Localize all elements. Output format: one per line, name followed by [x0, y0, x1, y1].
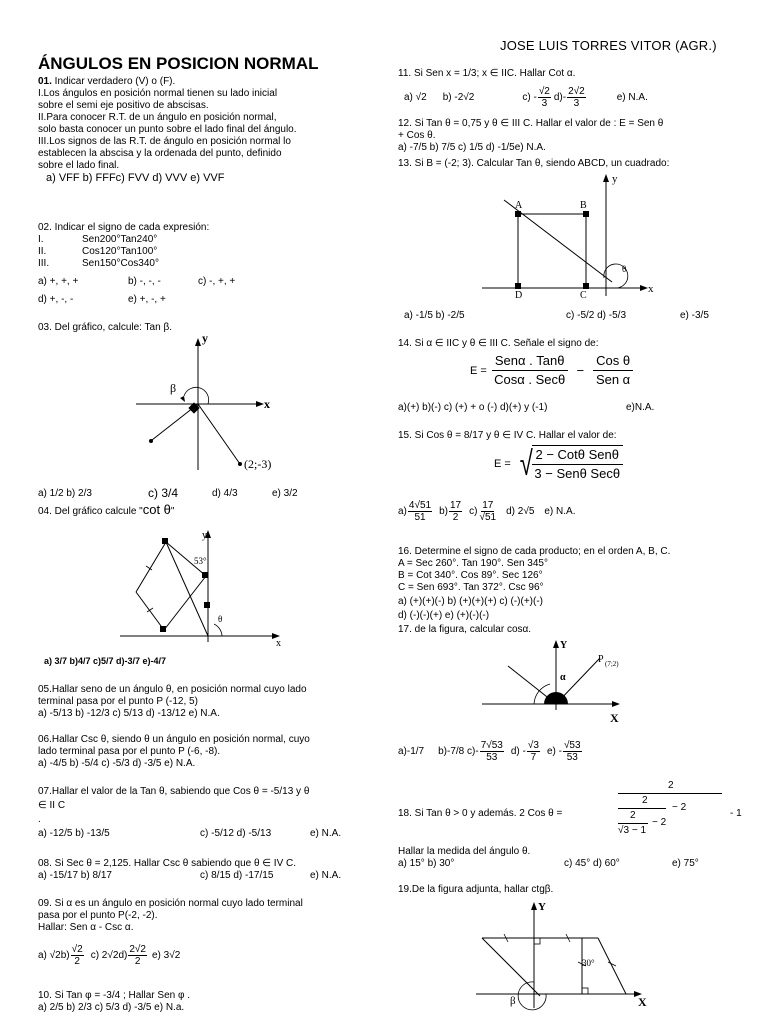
- page-title: ÁNGULOS EN POSICION NORMAL: [38, 54, 319, 73]
- problem-02-expr: Sen200°Tan240°: [82, 234, 158, 245]
- problem-06-line: lado terminal pasa por el punto P (-6, -8).: [38, 746, 221, 757]
- problem-09-line: Hallar: Sen α - Csc α.: [38, 922, 134, 933]
- problem-15-line: 15. Si Cos θ = 8/17 y θ ∈ IV C. Hallar el valor de:: [398, 430, 617, 441]
- problem-09-line: 09. Si α es un ángulo en posición normal cuyo lado terminal: [38, 898, 303, 909]
- problem-06-options: a) -4/5 b) -5/4 c) -5/3 d) -3/5 e) N.A.: [38, 758, 196, 769]
- problem-16-line: C = Sen 693°. Tan 372°. Csc 96°: [398, 582, 544, 593]
- axis-label-x: x: [648, 283, 654, 295]
- problem-07-option: a) -12/5 b) -13/5: [38, 828, 110, 839]
- vertex-label-b: B: [580, 200, 587, 211]
- problem-03-option: e) 3/2: [272, 488, 298, 499]
- problem-16-options: a) (+)(+)(-) b) (+)(+)(+) c) (-)(+)(-): [398, 596, 543, 607]
- problem-13-option: c) -5/2 d) -5/3: [566, 310, 627, 321]
- problem-01-line: establecen la abscisa y la ordenada del punto, definido: [38, 148, 282, 159]
- point-coords-label: (7;2): [605, 660, 619, 668]
- problem-05-line: 05.Hallar seno de un ángulo θ, en posición normal cuyo lado: [38, 684, 307, 695]
- problem-02-option: c) -, +, +: [198, 276, 236, 287]
- problem-09-line: pasa por el punto P(-2, -2).: [38, 910, 158, 921]
- point-label: (2;-3): [244, 457, 272, 471]
- problem-07-line: 07.Hallar el valor de la Tan θ, sabiendo que Cos θ = -5/13 y θ: [38, 786, 310, 797]
- angle-label-30: 30°: [582, 958, 595, 968]
- problem-02-option: e) +, -, +: [128, 294, 166, 305]
- problem-19-figure: [470, 896, 660, 1016]
- problem-18-line: Hallar la medida del ángulo θ.: [398, 846, 531, 857]
- axis-label-y: y: [202, 530, 207, 541]
- problem-01-line: III.Los signos de las R.T. de ángulo en posición normal lo: [38, 136, 291, 147]
- vertex-label-d: D: [515, 290, 523, 301]
- problem-13-option: e) -3/5: [680, 310, 709, 321]
- problem-18-option: e) 75°: [672, 858, 699, 869]
- problem-02-roman: I.: [38, 234, 44, 245]
- problem-04-figure: [110, 524, 290, 652]
- problem-11-line: 11. Si Sen x = 1/3; x ∈ IIC. Hallar Cot α.: [398, 68, 576, 79]
- problem-15-expression: E = √ $\frac{\text{2 − Cotθ Senθ}}{\text{3 − Senθ Secθ}}$: [494, 444, 624, 484]
- problem-01-line: sobre el lado final.: [38, 160, 120, 171]
- problem-02-expr: Cos120°Tan100°: [82, 246, 158, 257]
- problem-07-option: c) -5/12 d) -5/13: [200, 828, 272, 839]
- problem-18-option: a) 15° b) 30°: [398, 858, 455, 869]
- angle-label-53: 53°: [194, 556, 207, 566]
- problem-10-options: a) 2/5 b) 2/3 c) 5/3 d) -3/5 e) N.a.: [38, 1002, 185, 1013]
- problem-03-option: a) 1/2 b) 2/3: [38, 488, 92, 499]
- problem-02-expr: Sen150°Cos340°: [82, 258, 159, 269]
- problem-07-option: e) N.A.: [310, 828, 342, 839]
- angle-label-alpha: α: [560, 672, 566, 683]
- problem-11-options: a) √2 b) -2√2 c) - $\frac{√2}{3}$ d)- $\frac{2√2}{3}$ e) N.A.: [404, 86, 648, 109]
- axis-label-x: X: [638, 995, 647, 1009]
- problem-02-option: b) -, -, -: [128, 276, 161, 287]
- problem-03-figure: [130, 330, 290, 478]
- problem-04-heading: 04. Del gráfico calcule "cot θ": [38, 502, 175, 517]
- problem-17-options: a)-1/7 b)-7/8 c)- $\frac{7√53}{53}$ d) - $\frac{√3}{7}$ e) - $\frac{√53}{53}$: [398, 740, 581, 763]
- point-label: P: [598, 654, 604, 665]
- axis-label-y: y: [202, 331, 208, 345]
- vertex-label-a: A: [515, 200, 523, 211]
- problem-08-line: 08. Si Sec θ = 2,125. Hallar Csc θ sabiendo que θ ∈ IV C.: [38, 858, 297, 869]
- axis-label-y: Y: [538, 901, 546, 913]
- problem-09-options: a) √2 b) $\frac{√2}{2}$ c) 2√2 d) $\frac{2√2}{2}$ e) 3√2: [38, 944, 181, 967]
- angle-label-theta: θ: [622, 264, 627, 274]
- problem-01-heading: 01. Indicar verdadero (V) o (F).: [38, 76, 176, 87]
- problem-02-roman: III.: [38, 258, 50, 269]
- problem-14-line: 14. Si α ∈ IIC y θ ∈ III C. Señale el signo de:: [398, 338, 599, 349]
- problem-01-line: I.Los ángulos en posición normal tienen su lado inicial: [38, 88, 278, 99]
- vertex-label-c: C: [580, 290, 587, 301]
- problem-18-option: c) 45° d) 60°: [564, 858, 620, 869]
- problem-01-options: a) VFF b) FFFc) FVV d) VVV e) VVF: [46, 172, 225, 184]
- angle-label-beta: β: [170, 381, 177, 395]
- problem-07-line: ∈ II C: [38, 800, 66, 811]
- problem-14-expression: E = $\frac{\text{Senα . Tanθ}}{\text{Cosα . Secθ}}$ − $\frac{\text{Cos θ}}{\text{Sen α}}$: [470, 352, 634, 389]
- problem-16-line: B = Cot 340°. Cos 89°. Sec 126°: [398, 570, 543, 581]
- problem-15-options: a) $\frac{4√51}{51}$ b) $\frac{17}{2}$ c) $\frac{17}{√51}$ d) 2√5 e) N.A.: [398, 500, 576, 523]
- problem-03-option: d) 4/3: [212, 488, 238, 499]
- problem-12-line: 12. Si Tan θ = 0,75 y θ ∈ III C. Hallar el valor de : E = Sen θ: [398, 118, 664, 129]
- problem-13-figure: [480, 170, 660, 302]
- worksheet-page: JOSE LUIS TORRES VITOR (AGR.) ÁNGULOS EN POSICION NORMAL 01. Indicar verdadero (V) o (F). I.Los ángulos en posición normal tienen su lado inicial sobre el semi eje positivo de abscisas. II.Para conocer R.T. de un ángulo en posición normal, solo basta conocer un punto sobre el lado final del ángulo. III.Los signos de las R.T. de ángulo en posición normal lo establecen la abscisa y la ordenada del punto, definido sobre el lado final. a) VFF b) FFFc) FVV d) VVV e) VVF 02. Indicar el signo de cada expresión: I. Sen200°Tan240° II. Cos120°Tan100° III. Sen150°Cos340° a) +, +, + b) -, -, - c) -, +, + d) +, -, - e) +, -, + 03. Del gráfico, calcule: Tan β. y x β (2;-3) a) 1/2 b) 2/3 c) 3/4 d) 4/3 e) 3/2 04. Del gráfico calcule "cot θ" y x 53° θ a) 3/7 b)4/7 c)5/7 d)-3/7 e)-4/7 05.Hallar seno de un ángulo θ, en posición normal cuyo lado terminal pasa por el punto P (-12, 5) a) -5/13 b) -12/3 c) 5/13 d) -13/12 e) N.A. 06.Hallar Csc θ, siendo θ un ángulo en posición normal, cuyo lado terminal pasa por el punto P (-6, -8). a) -4/5 b) -5/4 c) -5/3 d) -3/5 e) N.A. 07.Hallar el valor de la Tan θ, sabiendo que Cos θ = -5/13 y θ ∈ II C . a) -12/5 b) -13/5 c) -5/12 d) -5/13 e) N.A. 08. Si Sec θ = 2,125. Hallar Csc θ sabiendo que θ ∈ IV C. a) -15/17 b) 8/17 c) 8/15 d) -17/15 e) N.A. 09. Si α es un ángulo en posición normal cuyo lado terminal pasa por el punto P(-2, -2). Hallar: Sen α - Csc α. a) √2 b) $\frac{√2}{2}$ c) 2√2 d) $\frac{2√2}{2}$ e) 3√2 10. Si Tan φ = -3/4 ; Hallar Sen φ . a) 2/5 b) 2/3 c) 5/3 d) -3/5 e) N.a. 11. Si Sen x = 1/3; x ∈ IIC. Hallar Cot α. a) √2 b) -2√2 c) - $\frac{√2}{3}$ d)- $\frac{2√2}{3}$ e) N.A. 12. Si Tan θ = 0,75 y θ ∈ III C. Hallar el valor de : E = Sen θ + Cos θ. a) -7/5 b) 7/5 c) 1/5 d) -1/5e) N.A. 13. Si B = (-2; 3). Calcular Tan θ, siendo ABCD, un cuadrado: y x A B C D θ a) -1/5 b) -2/5 c) -5/2 d) -5/3 e) -3/5 14. Si α ∈ IIC y θ ∈ III C. Señale el signo de: E = $\frac{\text{Senα . Tanθ}}{\text{Cosα . Secθ}}$ − $\frac{\text{Cos θ}}{\text{Sen α}}$ a)(+) b)(-) c) (+) + o (-) d)(+) y (-1) e)N.A. 15. Si Cos θ = 8/17 y θ ∈ IV C. Hallar el valor de: E = √ $\frac{\text{2 − Cotθ Senθ}}{\text{3 − Senθ Secθ}}$ a) $\frac{4√51}{51}$ b) $\frac{17}{2}$ c) $\frac{17}{√51}$ d) 2√5 e) N.A. 16. Determine el signo de cada producto; en el orden A, B, C. A = Sec 260°. Tan 190°. Sen 345° B = Cot 340°. Cos 89°. Sec 126° C = Sen 693°. Tan 372°. Csc 96° a) (+)(+)(-) b) (+)(+)(+) c) (-)(+)(-) d) (-)(-)(+) e) (+)(-)(-) 17. de la figura, calcular cosα. Y X P (7;2) α a)-1/7 b)-7/8 c)- $\frac{7√53}{53}$ d) - $\frac{√3}{7}$ e) - $\frac{√53}{53}$ 18. Si Tan θ > 0 y además. 2 Cos θ = 2 2 − 2 2 − 2 √3 − 1 - 1 Hallar la medida del ángulo θ. a) 15° b) 30° c) 45° d) 60° e) 75° 19.De la figura adjunta, hallar ctgβ. Y X 30° β: [0, 0, 768, 1024]
- axis-label-x: x: [264, 397, 270, 411]
- problem-07-line: .: [38, 814, 41, 825]
- author-name: JOSE LUIS TORRES VITOR (AGR.): [500, 38, 717, 53]
- problem-01-line: sobre el semi eje positivo de abscisas.: [38, 100, 209, 111]
- problem-01-line: II.Para conocer R.T. de un ángulo en posición normal,: [38, 112, 277, 123]
- problem-02-roman: II.: [38, 246, 47, 257]
- problem-10-line: 10. Si Tan φ = -3/4 ; Hallar Sen φ .: [38, 990, 191, 1001]
- problem-03-heading: 03. Del gráfico, calcule: Tan β.: [38, 322, 172, 333]
- angle-label-beta: β: [510, 995, 516, 1007]
- problem-14-option: a)(+) b)(-) c) (+) + o (-) d)(+) y (-1): [398, 402, 548, 413]
- problem-14-option: e)N.A.: [626, 402, 655, 413]
- problem-08-option: a) -15/17 b) 8/17: [38, 870, 112, 881]
- axis-label-x: x: [276, 638, 281, 649]
- problem-03-option: c) 3/4: [148, 486, 179, 500]
- axis-label-x: X: [610, 711, 619, 725]
- problem-16-line: 16. Determine el signo de cada producto; en el orden A, B, C.: [398, 546, 671, 557]
- problem-16-line: A = Sec 260°. Tan 190°. Sen 345°: [398, 558, 548, 569]
- axis-label-y: Y: [560, 640, 568, 651]
- problem-06-line: 06.Hallar Csc θ, siendo θ un ángulo en posición normal, cuyo: [38, 734, 310, 745]
- problem-02-option: d) +, -, -: [38, 294, 74, 305]
- problem-08-option: e) N.A.: [310, 870, 342, 881]
- problem-05-line: terminal pasa por el punto P (-12, 5): [38, 696, 198, 707]
- problem-16-options: d) (-)(-)(+) e) (+)(-)(-): [398, 610, 490, 621]
- problem-18-line: 18. Si Tan θ > 0 y además. 2 Cos θ =: [398, 808, 563, 819]
- problem-08-option: c) 8/15 d) -17/15: [200, 870, 274, 881]
- angle-label-theta: θ: [218, 614, 223, 624]
- problem-13-line: 13. Si B = (-2; 3). Calcular Tan θ, siendo ABCD, un cuadrado:: [398, 158, 670, 169]
- problem-12-line: + Cos θ.: [398, 130, 436, 141]
- problem-05-options: a) -5/13 b) -12/3 c) 5/13 d) -13/12 e) N.A.: [38, 708, 220, 719]
- problem-13-option: a) -1/5 b) -2/5: [404, 310, 465, 321]
- problem-19-line: 19.De la figura adjunta, hallar ctgβ.: [398, 884, 554, 895]
- problem-02-heading: 02. Indicar el signo de cada expresión:: [38, 222, 210, 233]
- problem-12-options: a) -7/5 b) 7/5 c) 1/5 d) -1/5e) N.A.: [398, 142, 546, 153]
- problem-17-line: 17. de la figura, calcular cosα.: [398, 624, 532, 635]
- problem-17-figure: [480, 636, 640, 730]
- axis-label-y: y: [612, 173, 618, 185]
- problem-02-option: a) +, +, +: [38, 276, 79, 287]
- problem-04-options: a) 3/7 b)4/7 c)5/7 d)-3/7 e)-4/7: [44, 656, 167, 666]
- problem-01-line: solo basta conocer un punto sobre el lado final del ángulo.: [38, 124, 297, 135]
